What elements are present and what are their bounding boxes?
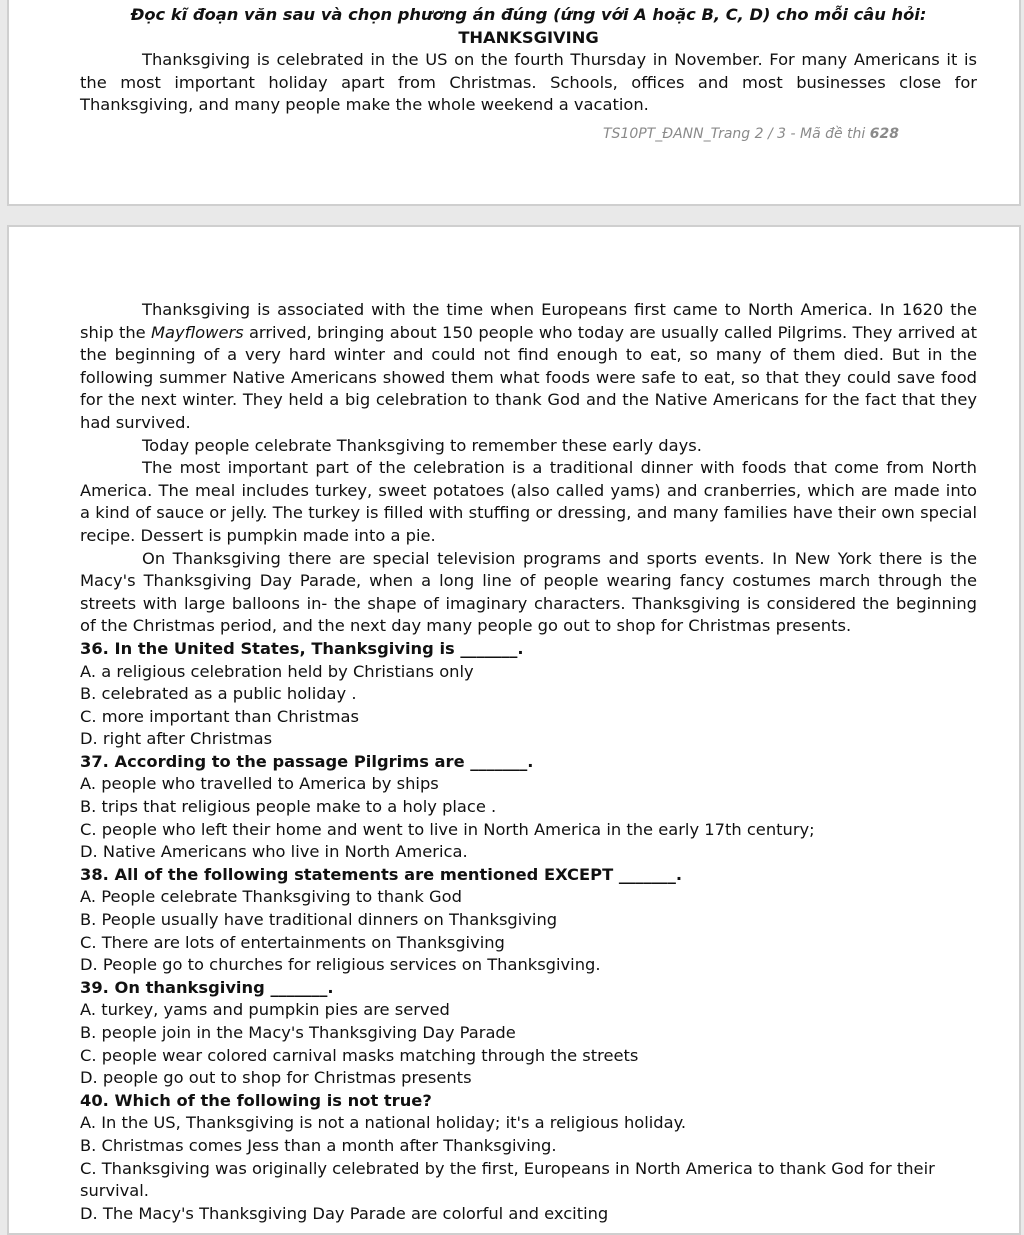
question-list xyxy=(80,638,977,1225)
question-block xyxy=(80,638,977,751)
ship-name: Mayflowers xyxy=(150,322,244,342)
answer-option[interactable]: B. people join in the Macy's Thanksgiving Day Parade xyxy=(80,1023,516,1042)
question-stem: 40. Which of the following is not true? xyxy=(80,1090,432,1110)
passage-paragraph-events: On Thanksgiving there are special television programs and sports events. In New York there is the Macy's Thanksgiving Day Parade, when a long line of people wearing fancy costumes march through the streets with large balloons in- the shape of imaginary characters. Thanksgiving is considered the beginning of the Christmas period, and the next day many people go out to shop for Christmas presents. xyxy=(80,548,977,636)
passage-paragraph-today: Today people celebrate Thanksgiving to remember these early days. xyxy=(142,435,702,455)
page-footer xyxy=(603,126,899,142)
answer-option[interactable]: A. People celebrate Thanksgiving to thank God xyxy=(80,887,462,907)
answer-option[interactable]: C. There are lots of entertainments on Thanksgiving xyxy=(80,932,505,952)
answer-option[interactable]: B. trips that religious people make to a holy place . xyxy=(80,797,497,817)
question-stem: 38. All of the following statements are mentioned EXCEPT _______. xyxy=(80,864,683,884)
answer-option[interactable]: D. The Macy's Thanksgiving Day Parade are colorful and exciting xyxy=(80,1203,609,1223)
answer-option[interactable]: A. people who travelled to America by ships xyxy=(80,774,439,794)
answer-blank: _______ xyxy=(460,638,518,658)
answer-option[interactable]: C. Thanksgiving was originally celebrated by the first, Europeans in North America to thank God for their survival. xyxy=(80,1158,935,1201)
answer-option[interactable]: D. Native Americans who live in North America. xyxy=(80,842,468,862)
footer-text: TS10PT_ĐANN_Trang 2 / 3 - Mã đề thi xyxy=(602,126,870,142)
answer-option[interactable]: A. turkey, yams and pumpkin pies are served xyxy=(80,1000,450,1020)
answer-option[interactable]: C. people wear colored carnival masks matching through the streets xyxy=(80,1045,639,1065)
question-stem: 39. On thanksgiving _______. xyxy=(80,977,334,997)
passage-title: THANKSGIVING xyxy=(458,27,599,47)
answer-blank: _______ xyxy=(270,977,328,997)
passage-paragraph-history: Thanksgiving is associated with the time when Europeans first came to North America. In 1620 the ship the Mayflowers arrived, bringing about 150 people who today are usually called Pilgrims. They arrived at the beginning of a very hard winter and could not find enough to eat, so many of them died. But in the following summer Native Americans showed them what foods were safe to eat, so that they could save food for the next winter. They held a big celebration to thank God and the Native Americans for the fact that they had survived. xyxy=(80,300,977,432)
exam-code: 628 xyxy=(869,126,899,142)
answer-option[interactable]: B. People usually have traditional dinners on Thanksgiving xyxy=(80,910,558,930)
passage-paragraph-dinner: The most important part of the celebration is a traditional dinner with foods that come from North America. The meal includes turkey, sweet potatoes (also called yams) and cranberries, which are made into a kind of sauce or jelly. The turkey is filled with stuffing or dressing, and many families have their own special recipe. Dessert is pumpkin made into a pie. xyxy=(80,458,977,545)
answer-option[interactable]: B. celebrated as a public holiday . xyxy=(80,684,357,704)
answer-option[interactable]: D. People go to churches for religious services on Thanksgiving. xyxy=(80,955,601,975)
answer-option[interactable]: C. more important than Christmas xyxy=(80,706,359,726)
question-block xyxy=(80,1090,977,1226)
answer-blank: _______ xyxy=(618,864,676,884)
answer-option[interactable]: A. a religious celebration held by Christians only xyxy=(80,661,474,681)
answer-blank: _______ xyxy=(470,751,528,771)
question-stem: 36. In the United States, Thanksgiving is _______. xyxy=(80,638,524,658)
answer-option[interactable]: C. people who left their home and went to live in North America in the early 17th century; xyxy=(80,819,815,839)
instructions: Đọc kĩ đoạn văn sau và chọn phương án đúng (ứng với A hoặc B, C, D) cho mỗi câu hỏi: xyxy=(130,5,927,24)
answer-option[interactable]: D. right after Christmas xyxy=(80,729,273,749)
page-1-content xyxy=(80,4,977,117)
question-stem: 37. According to the passage Pilgrims are _______. xyxy=(80,751,534,771)
answer-option[interactable]: B. Christmas comes Jess than a month after Thanksgiving. xyxy=(80,1135,557,1155)
page-2 xyxy=(7,225,1021,1235)
page-2-content xyxy=(80,299,977,1225)
passage-paragraph-intro: Thanksgiving is celebrated in the US on the fourth Thursday in November. For many Americans it is the most important holiday apart from Christmas. Schools, offices and most businesses close for Thanksgiving, and many people make the whole weekend a vacation. xyxy=(80,50,977,115)
answer-option[interactable]: D. people go out to shop for Christmas presents xyxy=(80,1068,472,1088)
question-block xyxy=(80,977,977,1090)
page-1 xyxy=(7,0,1021,206)
question-block xyxy=(80,751,977,864)
question-block xyxy=(80,864,977,977)
answer-option[interactable]: A. In the US, Thanksgiving is not a national holiday; it's a religious holiday. xyxy=(80,1113,687,1133)
